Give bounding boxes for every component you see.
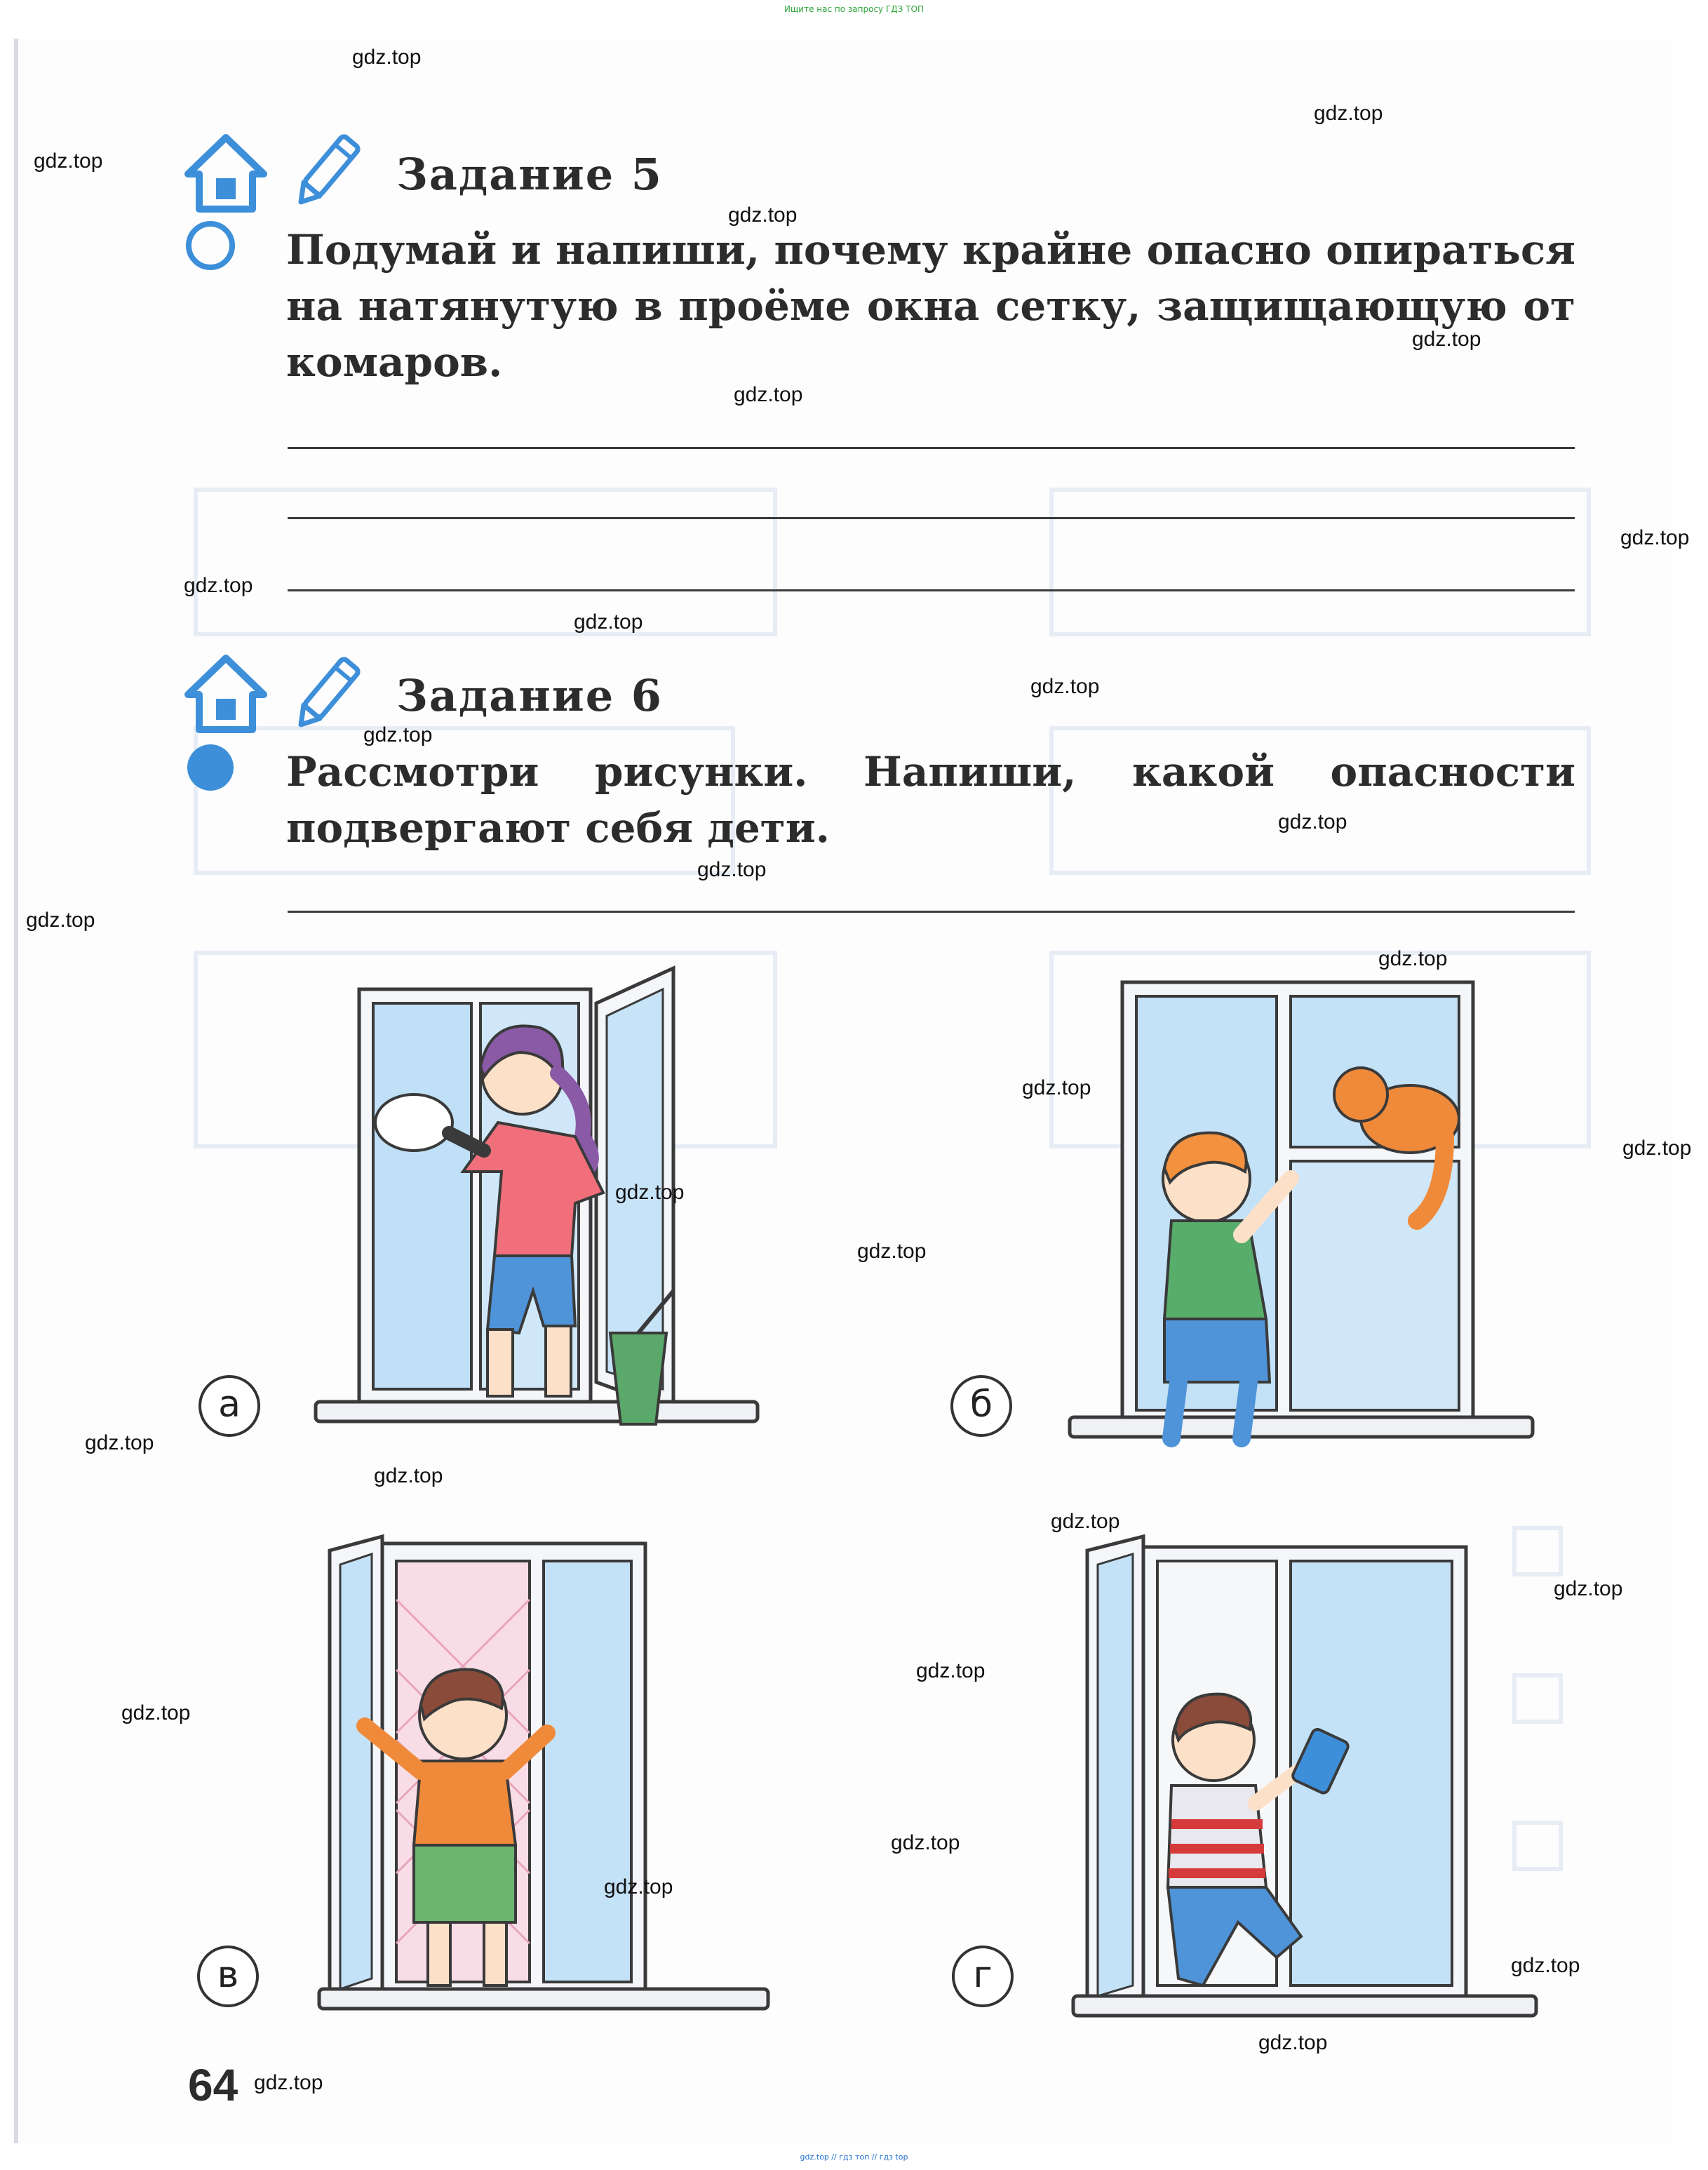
watermark: gdz.top bbox=[1314, 102, 1383, 125]
watermark: gdz.top bbox=[1030, 675, 1100, 698]
watermark: gdz.top bbox=[1051, 1510, 1120, 1533]
watermark: gdz.top bbox=[916, 1659, 986, 1682]
watermark: gdz.top bbox=[254, 2071, 323, 2094]
picture-label: б bbox=[950, 1375, 1012, 1437]
watermark: gdz.top bbox=[121, 1701, 191, 1724]
watermark: gdz.top bbox=[734, 383, 803, 406]
picture-d-illustration bbox=[1066, 1529, 1543, 2042]
watermark: gdz.top bbox=[604, 1875, 673, 1898]
task-6-text: Рассмотри рисунки. Напиши, какой опасности подвергают себя дети. bbox=[286, 748, 1575, 852]
pencil-icon bbox=[288, 130, 365, 214]
watermark: gdz.top bbox=[363, 723, 433, 746]
task-6-title: Задание 6 bbox=[396, 670, 663, 721]
watermark: gdz.top bbox=[728, 203, 798, 227]
bottom-banner: gdz.top // гдз топ // гдз top bbox=[800, 2152, 908, 2162]
picture-label: в bbox=[197, 1945, 259, 2007]
circle-filled-icon bbox=[184, 741, 237, 794]
watermark: gdz.top bbox=[374, 1464, 443, 1487]
watermark: gdz.top bbox=[1511, 1954, 1580, 1977]
watermark: gdz.top bbox=[85, 1431, 154, 1454]
picture-label: г bbox=[952, 1945, 1014, 2007]
top-banner: Ищите нас по запросу ГДЗ ТОП bbox=[784, 4, 924, 14]
answer-line[interactable] bbox=[288, 517, 1575, 519]
watermark: gdz.top bbox=[184, 574, 253, 597]
watermark: gdz.top bbox=[1378, 947, 1448, 970]
watermark: gdz.top bbox=[1412, 328, 1481, 351]
picture-a-illustration bbox=[309, 961, 772, 1452]
watermark: gdz.top bbox=[574, 610, 643, 634]
watermark: gdz.top bbox=[697, 858, 767, 881]
watermark: gdz.top bbox=[352, 46, 422, 69]
task-5-title: Задание 5 bbox=[396, 149, 663, 200]
page-number: 64 bbox=[188, 2060, 238, 2110]
watermark: gdz.top bbox=[1622, 1137, 1692, 1160]
answer-line[interactable] bbox=[288, 589, 1575, 591]
watermark: gdz.top bbox=[1620, 526, 1690, 549]
watermark: gdz.top bbox=[1554, 1577, 1623, 1600]
watermark: gdz.top bbox=[1258, 2031, 1328, 2054]
watermark: gdz.top bbox=[615, 1181, 685, 1204]
watermark: gdz.top bbox=[891, 1831, 960, 1854]
picture-b-illustration bbox=[1066, 968, 1543, 1473]
answer-line[interactable] bbox=[288, 911, 1575, 913]
watermark: gdz.top bbox=[1278, 810, 1347, 833]
home-icon bbox=[184, 133, 268, 214]
picture-label: а bbox=[199, 1375, 260, 1437]
circle-outline-icon bbox=[184, 219, 237, 272]
home-icon bbox=[184, 654, 268, 735]
watermark: gdz.top bbox=[34, 149, 103, 173]
task-5-text: Подумай и напиши, почему крайне опасно опираться на натянутую в проёме окна сетку, защищающую от комаров. bbox=[286, 226, 1575, 386]
watermark: gdz.top bbox=[1022, 1076, 1091, 1099]
watermark: gdz.top bbox=[857, 1240, 927, 1263]
watermark: gdz.top bbox=[26, 909, 95, 932]
answer-line[interactable] bbox=[288, 447, 1575, 449]
pencil-icon bbox=[288, 652, 365, 737]
picture-c-illustration bbox=[316, 1529, 779, 2021]
